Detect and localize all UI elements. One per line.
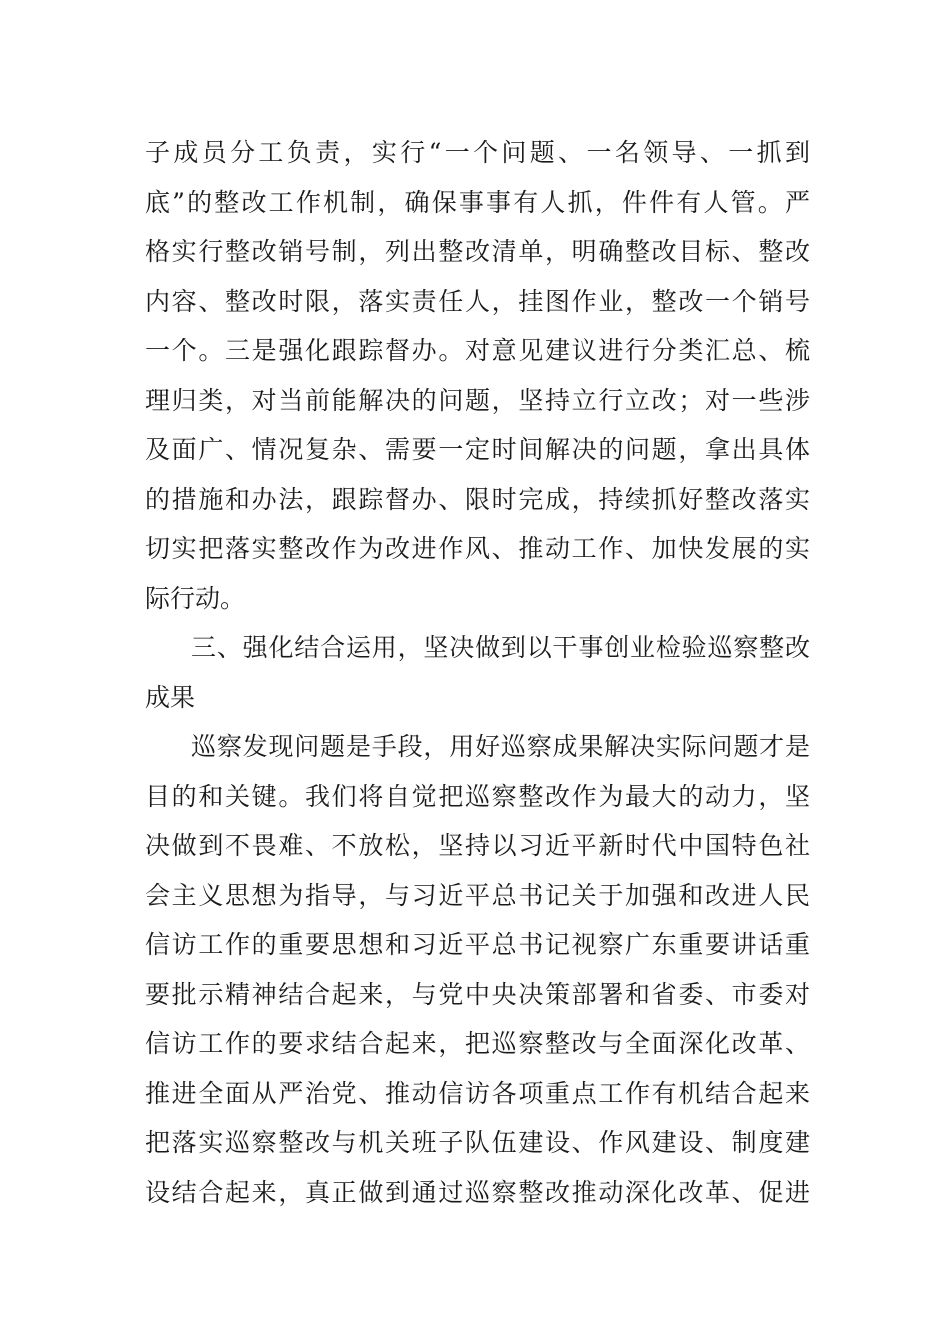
text-line: 一个。三是强化跟踪督办。对意见建议进行分类汇总、梳	[145, 336, 810, 365]
text-line: 会主义思想为指导，与习近平总书记关于加强和改进人民	[145, 880, 810, 910]
paragraph-rectification-mechanism	[145, 128, 810, 623]
text-line: 子成员分工负责，实行“一个问题、一名领导、一抓到	[145, 138, 810, 167]
document-body	[145, 128, 810, 1217]
text-line: 理归类，对当前能解决的问题，坚持立行立改；对一些涉	[145, 385, 810, 415]
section-heading-three	[145, 623, 810, 722]
text-line: 三、强化结合运用，坚决做到以干事创业检验巡察整改	[191, 633, 810, 662]
text-line: 信访工作的要求结合起来，把巡察整改与全面深化改革、	[145, 1029, 810, 1058]
text-line: 设结合起来，真正做到通过巡察整改推动深化改革、促进	[145, 1177, 810, 1207]
text-line: 巡察发现问题是手段，用好巡察成果解决实际问题才是	[191, 732, 810, 761]
text-line: 目的和关键。我们将自觉把巡察整改作为最大的动力，坚	[145, 781, 810, 811]
text-line: 要批示精神结合起来，与党中央决策部署和省委、市委对	[145, 979, 810, 1009]
text-line: 底”的整改工作机制，确保事事有人抓，件件有人管。严	[145, 187, 810, 217]
text-line: 际行动。	[145, 583, 246, 613]
text-line: 及面广、情况复杂、需要一定时间解决的问题，拿出具体	[145, 435, 810, 464]
text-line: 切实把落实整改作为改进作风、推动工作、加快发展的实	[145, 534, 810, 563]
text-line: 成果	[145, 682, 196, 712]
text-line: 信访工作的重要思想和习近平总书记视察广东重要讲话重	[145, 930, 810, 959]
text-line: 的措施和办法，跟踪督办、限时完成，持续抓好整改落实	[145, 484, 810, 514]
text-line: 内容、整改时限，落实责任人，挂图作业，整改一个销号	[145, 286, 810, 316]
text-line: 决做到不畏难、不放松，坚持以习近平新时代中国特色社	[145, 831, 810, 860]
text-line: 推进全面从严治党、推动信访各项重点工作有机结合起来	[145, 1078, 810, 1108]
paragraph-inspection-results	[145, 722, 810, 1217]
text-line: 格实行整改销号制，列出整改清单，明确整改目标、整改	[145, 237, 810, 266]
text-line: 把落实巡察整改与机关班子队伍建设、作风建设、制度建	[145, 1128, 810, 1157]
